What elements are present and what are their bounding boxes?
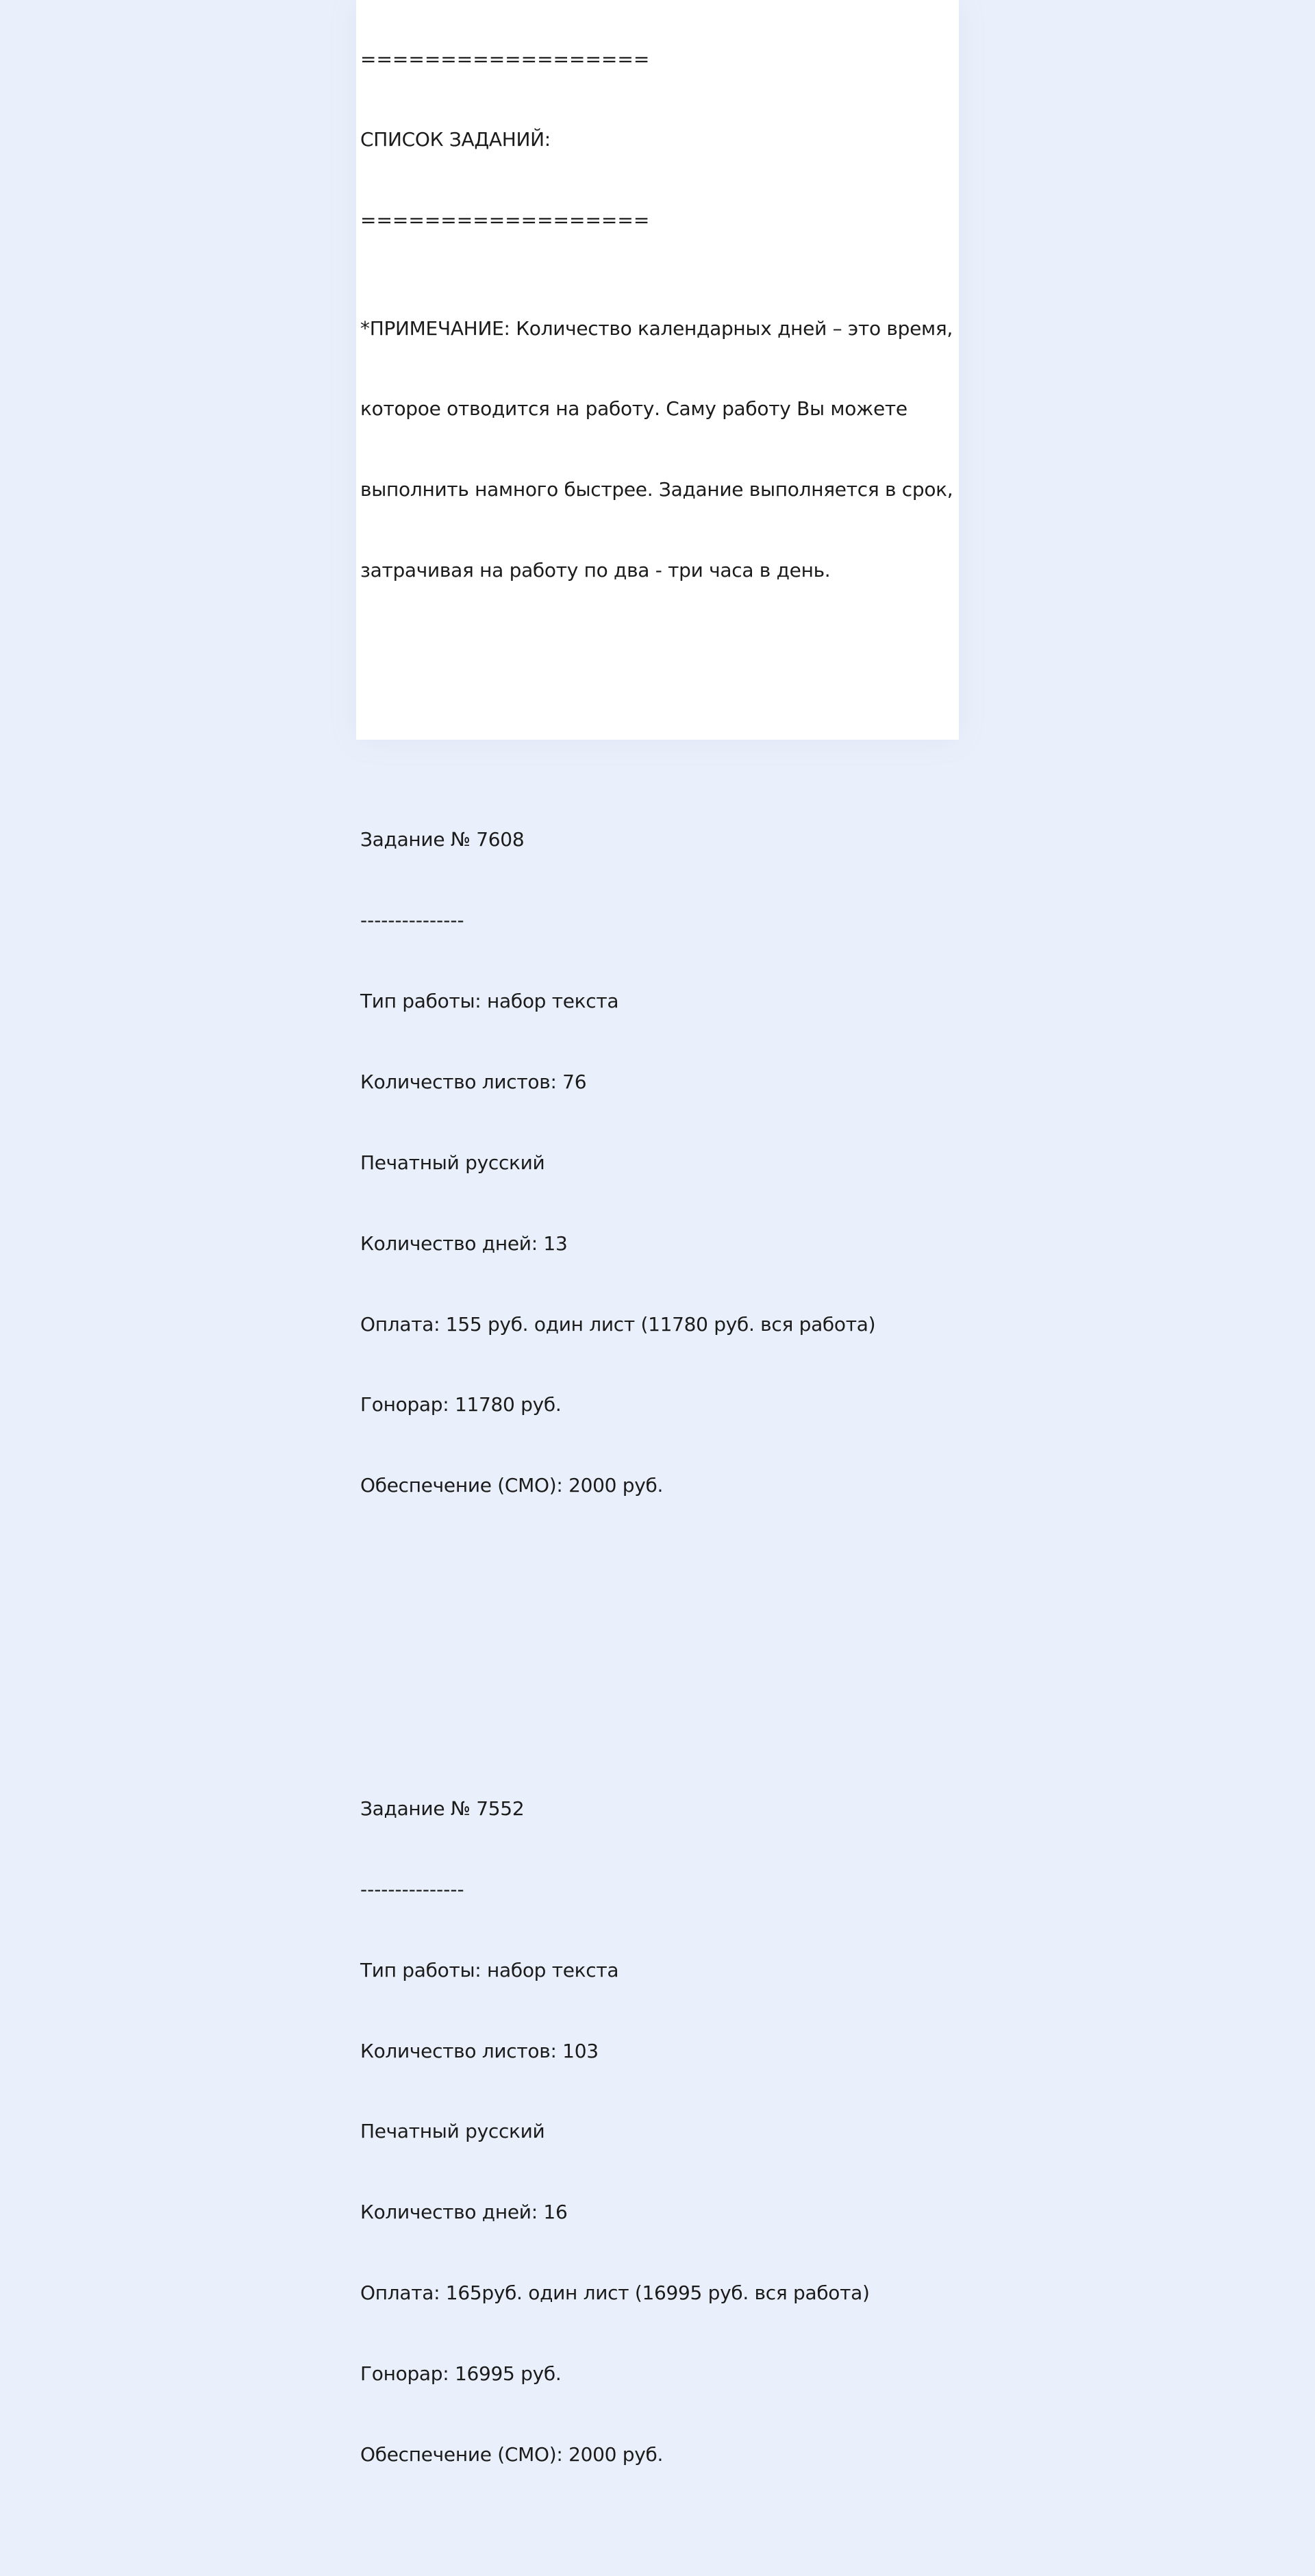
note-line-2: которое отводится на работу. Саму работу Вы можете	[360, 397, 907, 421]
list-heading: СПИСОК ЗАДАНИЙ:	[360, 128, 551, 151]
task-payment: Оплата: 165руб. один лист (16995 руб. вся работа)	[360, 2281, 870, 2305]
task-language: Печатный русский	[360, 2120, 545, 2143]
task-sheets: Количество листов: 103	[360, 2039, 599, 2062]
top-rule: ==================	[360, 47, 650, 71]
task-work-type: Тип работы: набор текста	[360, 1958, 619, 1981]
task-days: Количество дней: 16	[360, 2201, 568, 2224]
task-work-type: Тип работы: набор текста	[360, 989, 619, 1012]
article-column	[356, 0, 959, 2466]
spacer	[360, 1634, 949, 1660]
task-title: Задание № 7552	[360, 1797, 525, 1820]
article-text	[360, 0, 953, 2576]
task-sheets: Количество листов: 76	[360, 1070, 587, 1093]
task-language: Печатный русский	[360, 1151, 545, 1174]
task-divider: ---------------	[360, 909, 464, 932]
note-line-1: *ПРИМЕЧАНИЕ: Количество календарных дней – это время,	[360, 316, 953, 340]
task-fee: Гонорар: 11780 руб.	[360, 1393, 562, 1416]
note-line-4: затрачивая на работу по два - три часа в день.	[360, 559, 831, 582]
spacer	[360, 664, 949, 691]
task-fee: Гонорар: 16995 руб.	[360, 2362, 562, 2386]
heading-rule: ==================	[360, 209, 650, 232]
task-block	[360, 773, 949, 1553]
task-divider: ---------------	[360, 1877, 464, 1901]
task-days: Количество дней: 13	[360, 1231, 568, 1255]
task-deposit: Обеспечение (СМО): 2000 руб.	[360, 1474, 664, 1497]
note-line-3: выполнить намного быстрее. Задание выполняется в срок,	[360, 478, 953, 501]
task-block	[360, 1741, 949, 2522]
task-title: Задание № 7608	[360, 828, 525, 851]
task-deposit: Обеспечение (СМО): 2000 руб.	[360, 2443, 664, 2466]
task-payment: Оплата: 155 руб. один лист (11780 руб. вся работа)	[360, 1312, 876, 1336]
